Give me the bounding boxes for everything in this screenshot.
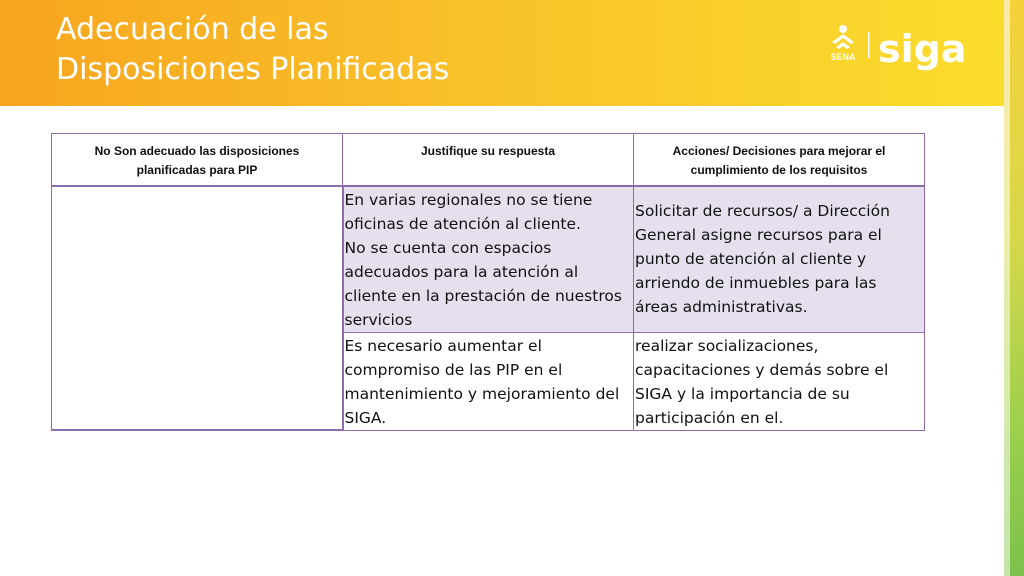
cell-line: SIGA. xyxy=(344,408,387,427)
cell-line: servicios xyxy=(344,310,413,329)
cell-line: realizar socializaciones, xyxy=(635,336,819,355)
slide-title-line-1: Adecuación de las xyxy=(56,12,329,47)
cell-line: cliente en la prestación de nuestros xyxy=(344,286,622,305)
siga-wordmark: siga xyxy=(878,27,967,71)
cell-line: SIGA y la importancia de su xyxy=(635,384,850,403)
table-header-row xyxy=(52,134,925,186)
justification-cell xyxy=(343,186,634,333)
slide-title xyxy=(56,10,756,90)
cell-line: oficinas de atención al cliente. xyxy=(344,214,581,233)
actions-cell xyxy=(634,332,925,430)
header-line: cumplimiento de los requisitos xyxy=(690,163,868,177)
cell-line: mantenimiento y mejoramiento del xyxy=(344,384,620,403)
decorative-side-strip xyxy=(1004,0,1024,576)
table-row xyxy=(52,186,925,333)
cell-line: adecuados para la atención al xyxy=(344,262,579,281)
cell-line: punto de atención al cliente y xyxy=(635,249,867,268)
header-line: Justifique su respuesta xyxy=(420,144,556,158)
cell-line: General asigne recursos para el xyxy=(635,225,882,244)
justification-cell xyxy=(343,332,634,430)
sena-wordmark: SENA xyxy=(830,52,856,62)
sena-siga-logo xyxy=(826,20,976,76)
actions-cell xyxy=(634,186,925,333)
sena-logo-icon xyxy=(830,25,856,62)
cell-line: No se cuenta con espacios xyxy=(344,238,552,257)
header-not-adequate xyxy=(52,134,343,186)
slide-title-line-2: Disposiciones Planificadas xyxy=(56,52,450,87)
cell-line: compromiso de las PIP en el xyxy=(344,360,563,379)
header-justification xyxy=(343,134,634,186)
cell-line: arriendo de inmuebles para las xyxy=(635,273,877,292)
header-line: planificadas para PIP xyxy=(136,163,258,177)
dispositions-table xyxy=(51,133,925,431)
logo-divider xyxy=(868,32,870,58)
empty-not-adequate-cell xyxy=(52,186,343,431)
header-line: No Son adecuado las disposiciones xyxy=(94,144,300,158)
cell-line: áreas administrativas. xyxy=(635,297,808,316)
header-line: Acciones/ Decisiones para mejorar el xyxy=(672,144,886,158)
cell-line: participación en el. xyxy=(635,408,784,427)
cell-line: Es necesario aumentar el xyxy=(344,336,542,355)
cell-line: capacitaciones y demás sobre el xyxy=(635,360,889,379)
header-actions xyxy=(634,134,925,186)
cell-line: Solicitar de recursos/ a Dirección xyxy=(635,201,890,220)
cell-line: En varias regionales no se tiene xyxy=(344,190,593,209)
